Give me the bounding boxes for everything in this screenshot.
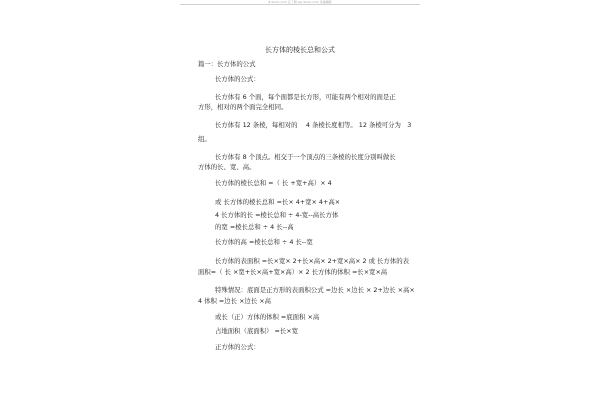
header-divider [180,4,420,5]
formula-line: 占地面积（底面积） =长×宽 [215,327,299,335]
section-heading: 篇一：长方体的公式 [198,60,256,68]
formula-line: 或 长方体的棱长总和 =长× 4+宽× 4+高× [215,198,341,206]
section-subheading: 正方体的公式： [215,343,260,351]
formula-line: 长方体的棱长总和 =（ 长 +宽+高）× 4 [215,179,332,187]
formula-line: 长方体的高 =棱长总和 ÷ 4 长--宽 [215,238,313,246]
paragraph-line: 方形，相对的两个面完全相同。 [198,103,288,111]
page-header: 8.docin.com 豆丁网 vip.docin.com 可编辑版 [268,0,332,4]
paragraph-line: 长方体的公式： [215,75,260,83]
formula-line: 的宽 =棱长总和 ÷ 4 长--高 [215,223,294,231]
paragraph-line: 方体的长、宽、高。 [198,163,256,171]
formula-line: 4 长方体的长 =棱长总和 ÷ 4-宽--高长方体 [215,211,339,219]
paragraph-line: 组。 [198,135,211,143]
paragraph-line: 长方体有 12 条棱，每相对的 4 条棱长度相等。 12 条棱可分为 3 [215,121,412,129]
paragraph-line: 长方体有 8 个顶点。相交于一个顶点的三条棱的长度分别叫做长 [215,153,396,161]
document-title: 长方体的棱长总和公式 [265,46,335,54]
formula-line: 或长（正）方体的体积 =底面积 ×高 [215,313,320,321]
formula-line: 4 体积 =边长 ×边长 ×高 [198,297,271,305]
paragraph-line: 长方体有 6 个面，每个面都是长方形，可能有两个相对的面是正 [215,93,396,101]
formula-line: 面积=（ 长 ×宽+长×高+宽×高）× 2 长方体的体积 =长×宽×高 [198,268,388,276]
formula-line: 长方体的表面积 =长×宽× 2+长×高× 2+宽×高× 2 或 长方体的表 [215,257,409,265]
formula-line: 特殊情况：底面是正方形的表面积公式 =边长 ×边长 × 2+边长 ×高× [215,286,415,294]
